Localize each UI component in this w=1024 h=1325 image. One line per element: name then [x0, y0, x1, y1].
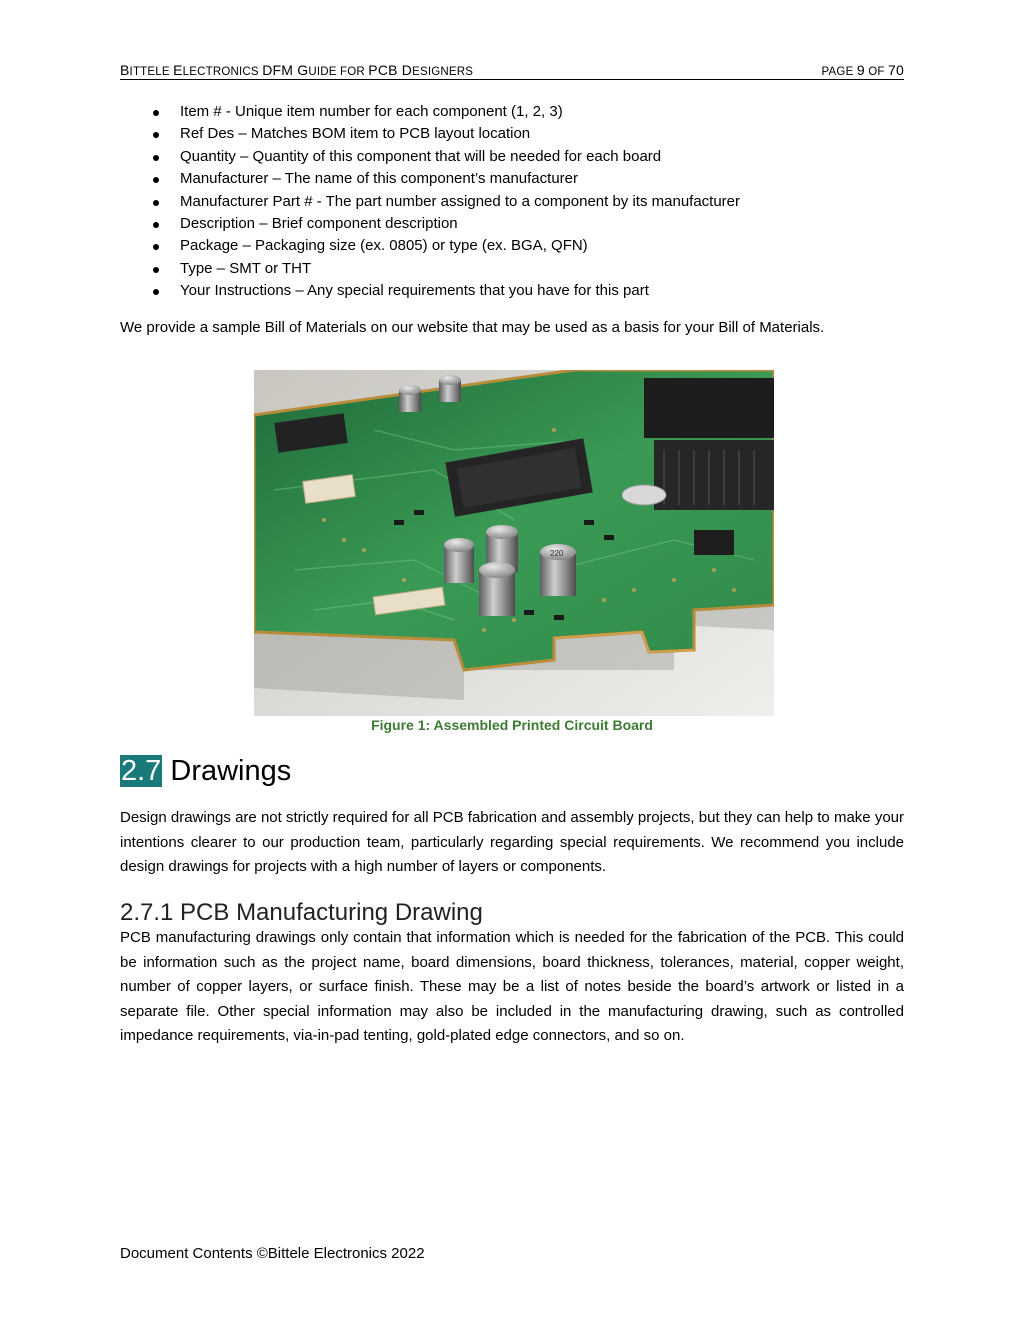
list-item: Package – Packaging size (ex. 0805) or type (ex. BGA, QFN) [120, 235, 904, 257]
bom-field-list [120, 101, 904, 303]
list-item: Item # - Unique item number for each component (1, 2, 3) [120, 101, 904, 123]
section-paragraph: Design drawings are not strictly required for all PCB fabrication and assembly projects, but they can help to make your intentions clearer to our production team, particularly regarding special requirements. We recommend you include design drawings for projects with a high number of layers or components. [120, 809, 904, 875]
list-item: Quantity – Quantity of this component that will be needed for each board [120, 146, 904, 168]
list-item: Description – Brief component description [120, 213, 904, 235]
section-title: Drawings [162, 755, 292, 787]
section-number: 2.7 [121, 755, 162, 787]
subsection-paragraph: PCB manufacturing drawings only contain that information which is needed for the fabrication of the PCB. This could be information such as the project name, board dimensions, board thickness, tolerances, material, copper weight, number of copper layers, or surface finish. These may be a list of notes beside the board’s artwork or listed in a separate file. Other special information may also be included in the manufacturing drawing, such as controlled impedance requirements, via-in-pad tenting, gold-plated edge connectors, and so on. [120, 929, 904, 1044]
list-item: Type – SMT or THT [120, 258, 904, 280]
pcb-photo [254, 370, 774, 716]
figure-caption: Figure 1: Assembled Printed Circuit Board [371, 717, 653, 733]
bom-paragraph: We provide a sample Bill of Materials on our website that may be used as a basis for your Bill of Materials. [120, 319, 825, 336]
capacitor-label: 220 [550, 549, 564, 558]
header-title: BITTELE ELECTRONICS DFM GUIDE FOR PCB DESIGNERS [120, 62, 474, 78]
section-heading [120, 751, 291, 791]
list-item: Manufacturer Part # - The part number assigned to a component by its manufacturer [120, 191, 904, 213]
subsection-heading: 2.7.1 PCB Manufacturing Drawing [120, 899, 483, 926]
list-item: Ref Des – Matches BOM item to PCB layout location [120, 123, 904, 145]
page-header [120, 62, 904, 80]
pcb-illustration [254, 370, 774, 716]
page-footer: Document Contents ©Bittele Electronics 2022 [120, 1245, 425, 1262]
list-item: Manufacturer – The name of this component’s manufacturer [120, 168, 904, 190]
list-item: Your Instructions – Any special requirements that you have for this part [120, 280, 904, 302]
header-page-number: PAGE 9 OF 70 [821, 62, 904, 78]
